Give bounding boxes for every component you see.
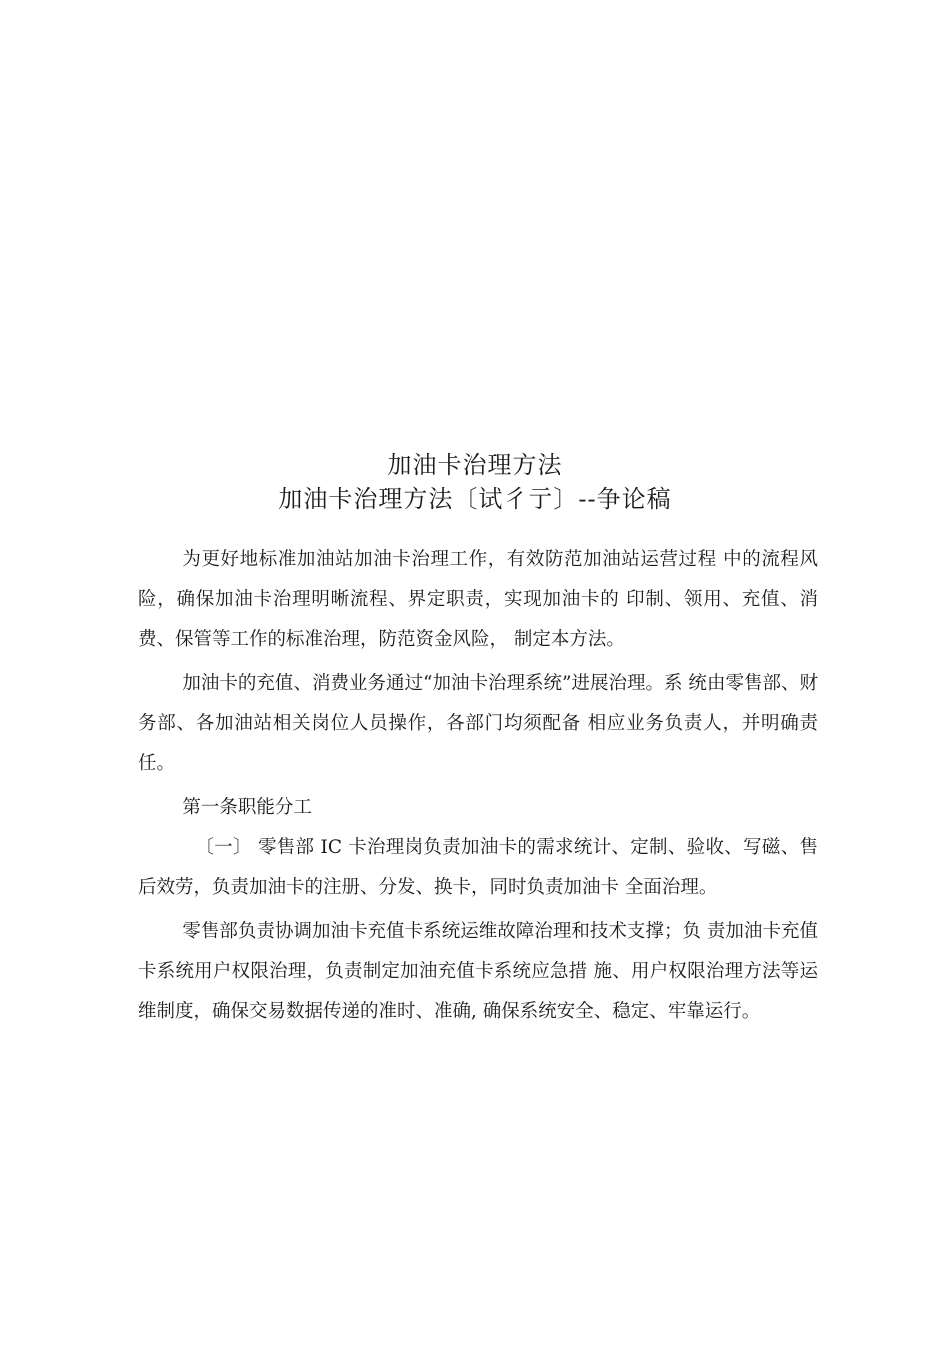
- section-heading-article-one: 第一条职能分工: [182, 797, 312, 818]
- title-block: [0, 448, 950, 516]
- document-body: [138, 540, 818, 1032]
- paragraph-retail-ic-card: 〔一〕 零售部 IC 卡治理岗负责加油卡的需求统计、定制、验收、写磁、售后效劳，负责加油卡的注册、分发、换卡，同时负责加油卡 全面治理。: [138, 837, 818, 898]
- document-subtitle: 加油卡治理方法〔试彳亍〕--争论稿: [278, 485, 672, 513]
- paragraph-purpose: 为更好地标准加油站加油卡治理工作，有效防范加油站运营过程 中的流程风险，确保加油卡治理明晰流程、界定职责，实现加油卡的 印制、领用、充值、消费、保管等工作的标准治理，防范资金风险， 制定本方法。: [138, 549, 818, 650]
- paragraph-retail-coordination: 零售部负责协调加油卡充值卡系统运维故障治理和技术支撑；负 责加油卡充值卡系统用户权限治理，负责制定加油充值卡系统应急措 施、用户权限治理方法等运维制度，确保交易数据传递的准时、准确, 确保系统安全、稳定、牢靠运行。: [138, 921, 818, 1022]
- document-title: 加油卡治理方法: [387, 451, 563, 479]
- paragraph-system: 加油卡的充值、消费业务通过“加油卡治理系统”进展治理。系 统由零售部、财务部、各加油站相关岗位人员操作，各部门均须配备 相应业务负责人，并明确责任。: [138, 673, 818, 774]
